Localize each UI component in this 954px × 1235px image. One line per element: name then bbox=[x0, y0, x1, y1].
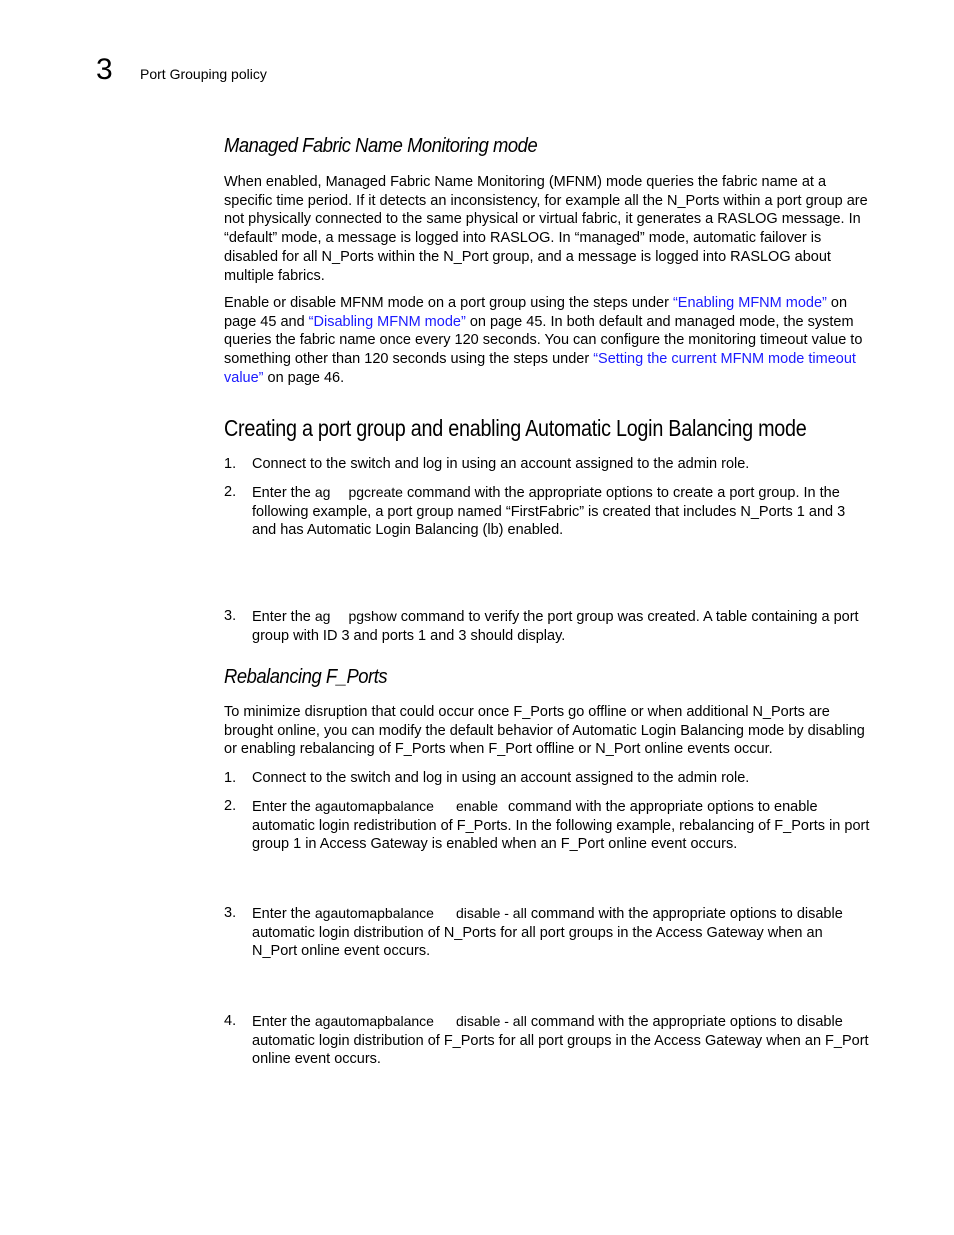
step-text bbox=[252, 1012, 870, 1069]
step-text bbox=[252, 483, 870, 540]
step-number: 3. bbox=[224, 608, 237, 624]
text-span: Enter the bbox=[252, 609, 315, 625]
command-operand: pgshow bbox=[348, 608, 397, 624]
list-item bbox=[224, 797, 870, 854]
step-text bbox=[252, 607, 870, 645]
step-number: 2. bbox=[224, 798, 237, 814]
heading-rebalancing-fports: Rebalancing F_Ports bbox=[224, 666, 388, 688]
step-number: 2. bbox=[224, 484, 237, 500]
chapter-number: 3 bbox=[96, 53, 113, 86]
heading-create-port-group: Creating a port group and enabling Automatic Login Balancing mode bbox=[224, 415, 807, 441]
command-name: agautomapbalance bbox=[314, 1013, 434, 1029]
step-text: Connect to the switch and log in using an account assigned to the admin role. bbox=[252, 770, 750, 786]
text-span: on page 46. bbox=[263, 369, 345, 386]
step-number: 1. bbox=[224, 456, 237, 472]
command-name: ag bbox=[314, 608, 331, 624]
text-span: Enter the bbox=[252, 906, 315, 922]
text-span: command with the appropriate options to enable automatic login redistribution of F_Ports. In the following example, rebalancing of F_Ports in port group 1 in Access Gateway is enabled when an F_Port online event occurs. bbox=[252, 799, 870, 853]
step-number: 3. bbox=[224, 905, 237, 921]
list-item bbox=[224, 769, 870, 788]
command-operand: enable bbox=[455, 798, 499, 814]
command-operand: pgcreate bbox=[348, 484, 403, 500]
list-item bbox=[224, 483, 870, 540]
text-span: Enable or disable MFNM mode on a port group using the steps under bbox=[224, 295, 673, 311]
running-header-title: Port Grouping policy bbox=[140, 66, 267, 82]
command-name: ag bbox=[314, 484, 331, 500]
step-text bbox=[252, 904, 870, 961]
step-number: 4. bbox=[224, 1013, 237, 1029]
list-item bbox=[224, 607, 870, 645]
heading-mfnm-mode: Managed Fabric Name Monitoring mode bbox=[224, 135, 538, 157]
text-span: Enter the bbox=[252, 799, 315, 815]
text-span: on page 45 and bbox=[224, 295, 848, 330]
text-span: command with the appropriate options to disable automatic login distribution of N_Ports for all port groups in the Access Gateway when an N_Port online event occurs. bbox=[252, 906, 843, 960]
list-item bbox=[224, 455, 870, 474]
paragraph-rebalancing-intro: To minimize disruption that could occur once F_Ports go offline or when additional N_Ports are brought online, you can modify the default behavior of Automatic Login Balancing mode by disabling or enabling rebalancing of F_Ports when F_Port offline or N_Port online events occur. bbox=[224, 704, 865, 758]
paragraph-mfnm-enable bbox=[224, 294, 870, 388]
link-enabling-mfnm-mode[interactable]: “Enabling MFNM mode” bbox=[672, 295, 827, 311]
command-operand: disable - all bbox=[455, 905, 527, 921]
text-span: on page 45. In both default and managed mode, the system queries the fabric name once every 120 seconds. You can configure the monitoring timeout value to something other than 120 seconds using the steps under bbox=[224, 313, 863, 368]
paragraph-mfnm-description: When enabled, Managed Fabric Name Monitoring (MFNM) mode queries the fabric name at a specific time period. If it detects an inconsistency, for example all the N_Ports within a port group are not physically connected to the same physical or virtual fabric, it generates a RASLOG message. In “default” mode, a message is logged into RASLOG. In “managed” mode, automatic failover is disabled for all N_Ports within the N_Port group, and a message is logged into RASLOG about multiple fabrics. bbox=[224, 174, 868, 284]
step-number: 1. bbox=[224, 770, 237, 786]
text-span: command to verify the port group was created. A table containing a port group with ID 3 and ports 1 and 3 should display. bbox=[252, 609, 859, 644]
command-name: agautomapbalance bbox=[314, 905, 434, 921]
text-span: command with the appropriate options to create a port group. In the following example, a port group named “FirstFabric” is created that includes N_Ports 1 and 3 and has Automatic Login Balancing (lb) enabled. bbox=[252, 485, 846, 539]
text-span: Enter the bbox=[252, 1014, 315, 1030]
text-span: Enter the bbox=[252, 485, 315, 501]
link-disabling-mfnm-mode[interactable]: “Disabling MFNM mode” bbox=[308, 313, 466, 330]
command-name: agautomapbalance bbox=[314, 798, 434, 814]
link-setting-mfnm-timeout[interactable]: “Setting the current MFNM mode timeout value” bbox=[224, 351, 856, 386]
step-text: Connect to the switch and log in using an account assigned to the admin role. bbox=[252, 456, 750, 472]
step-text bbox=[252, 797, 870, 854]
command-operand: disable - all bbox=[455, 1013, 527, 1029]
list-item bbox=[224, 1012, 870, 1069]
list-item bbox=[224, 904, 870, 961]
text-span: command with the appropriate options to disable automatic login distribution of F_Ports for all port groups in the Access Gateway when an F_Port online event occurs. bbox=[252, 1014, 869, 1068]
